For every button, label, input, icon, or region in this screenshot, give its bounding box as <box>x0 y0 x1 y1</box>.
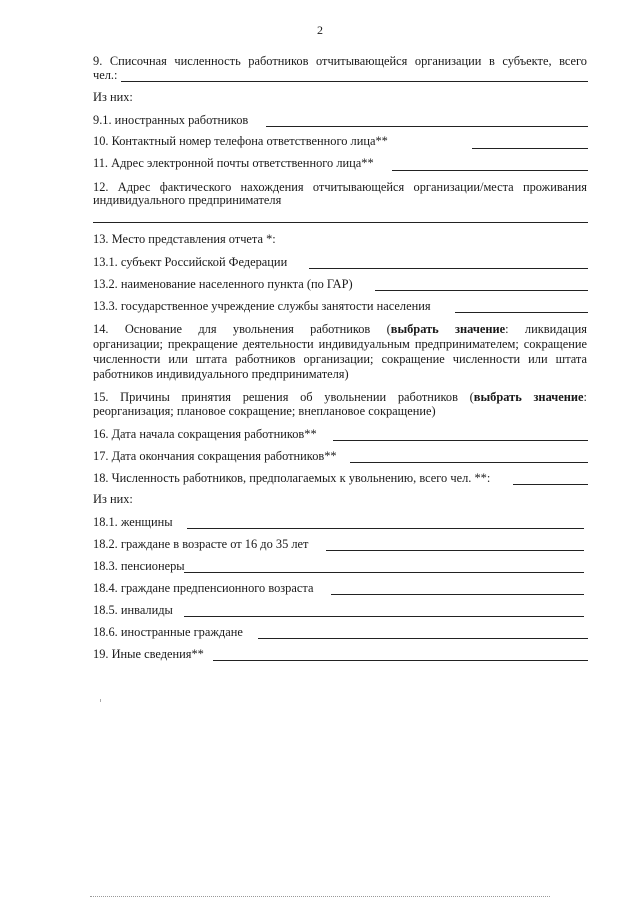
item-18-field[interactable] <box>513 484 588 485</box>
item-15-text-line2: реорганизация; плановое сокращение; внеплановое сокращение) <box>93 404 436 418</box>
item-13-2-label: 13.2. наименование населенного пункта (по ГАР) <box>93 277 353 291</box>
item-9-1-label: 9.1. иностранных работников <box>93 113 249 127</box>
item-13-3-label: 13.3. государственное учреждение службы занятости населения <box>93 299 431 313</box>
from-them-label-2: Из них: <box>93 492 133 506</box>
item-12-field[interactable] <box>93 222 588 223</box>
item-18-2-field[interactable] <box>326 550 584 551</box>
item-13-1-label: 13.1. субъект Российской Федерации <box>93 255 288 269</box>
item-14-text-line2: организации; прекращение деятельности индивидуальным предпринимателем; сокращение <box>93 337 587 351</box>
scan-artifact-footer <box>90 896 550 897</box>
item-17-field[interactable] <box>350 462 588 463</box>
item-12-text-line1: 12. Адрес фактического нахождения отчитывающейся организации/места проживания <box>93 180 587 194</box>
item-13-2-field[interactable] <box>375 290 588 291</box>
item-18-label: 18. Численность работников, предполагаемых к увольнению, всего чел. **: <box>93 471 491 485</box>
item-19-field[interactable] <box>213 660 588 661</box>
item-14-text-line1: 14. Основание для увольнения работников (выбрать значение: ликвидация <box>93 322 587 336</box>
item-16-label: 16. Дата начала сокращения работников** <box>93 427 317 441</box>
item-12-text-line2: индивидуального предпринимателя <box>93 193 282 207</box>
item-10-field[interactable] <box>472 148 588 149</box>
item-18-5-label: 18.5. инвалиды <box>93 603 173 617</box>
item-18-4-label: 18.4. граждане предпенсионного возраста <box>93 581 314 595</box>
item-15-text-line1: 15. Причины принятия решения об увольнении работников (выбрать значение: <box>93 390 587 404</box>
item-18-4-field[interactable] <box>331 594 584 595</box>
item-18-3-label: 18.3. пенсионеры <box>93 559 185 573</box>
item-18-3-field[interactable] <box>184 572 584 573</box>
item-9-field[interactable] <box>121 81 588 82</box>
from-them-label-1: Из них: <box>93 90 133 104</box>
item-9-text-line1: 9. Списочная численность работников отчитывающейся организации в субъекте, всего <box>93 54 587 68</box>
item-13-1-field[interactable] <box>309 268 588 269</box>
item-9-1-field[interactable] <box>266 126 588 127</box>
item-16-field[interactable] <box>333 440 588 441</box>
page-number: 2 <box>317 23 323 37</box>
item-14-text-line4: работников индивидуального предпринимателя) <box>93 367 349 381</box>
item-17-label: 17. Дата окончания сокращения работников** <box>93 449 337 463</box>
item-18-1-field[interactable] <box>187 528 584 529</box>
item-18-6-field[interactable] <box>258 638 588 639</box>
item-18-2-label: 18.2. граждане в возрасте от 16 до 35 лет <box>93 537 309 551</box>
item-18-1-label: 18.1. женщины <box>93 515 173 529</box>
item-11-field[interactable] <box>392 170 588 171</box>
item-13-label: 13. Место представления отчета *: <box>93 232 276 246</box>
item-19-label: 19. Иные сведения** <box>93 647 204 661</box>
scan-mark <box>100 699 101 702</box>
item-13-3-field[interactable] <box>455 312 588 313</box>
item-18-6-label: 18.6. иностранные граждане <box>93 625 243 639</box>
item-11-label: 11. Адрес электронной почты ответственного лица** <box>93 156 374 170</box>
item-9-text-line2: чел.: <box>93 68 118 82</box>
item-18-5-field[interactable] <box>184 616 584 617</box>
item-10-label: 10. Контактный номер телефона ответственного лица** <box>93 134 388 148</box>
item-14-text-line3: численности или штата работников организации; сокращение численности или штата <box>93 352 587 366</box>
